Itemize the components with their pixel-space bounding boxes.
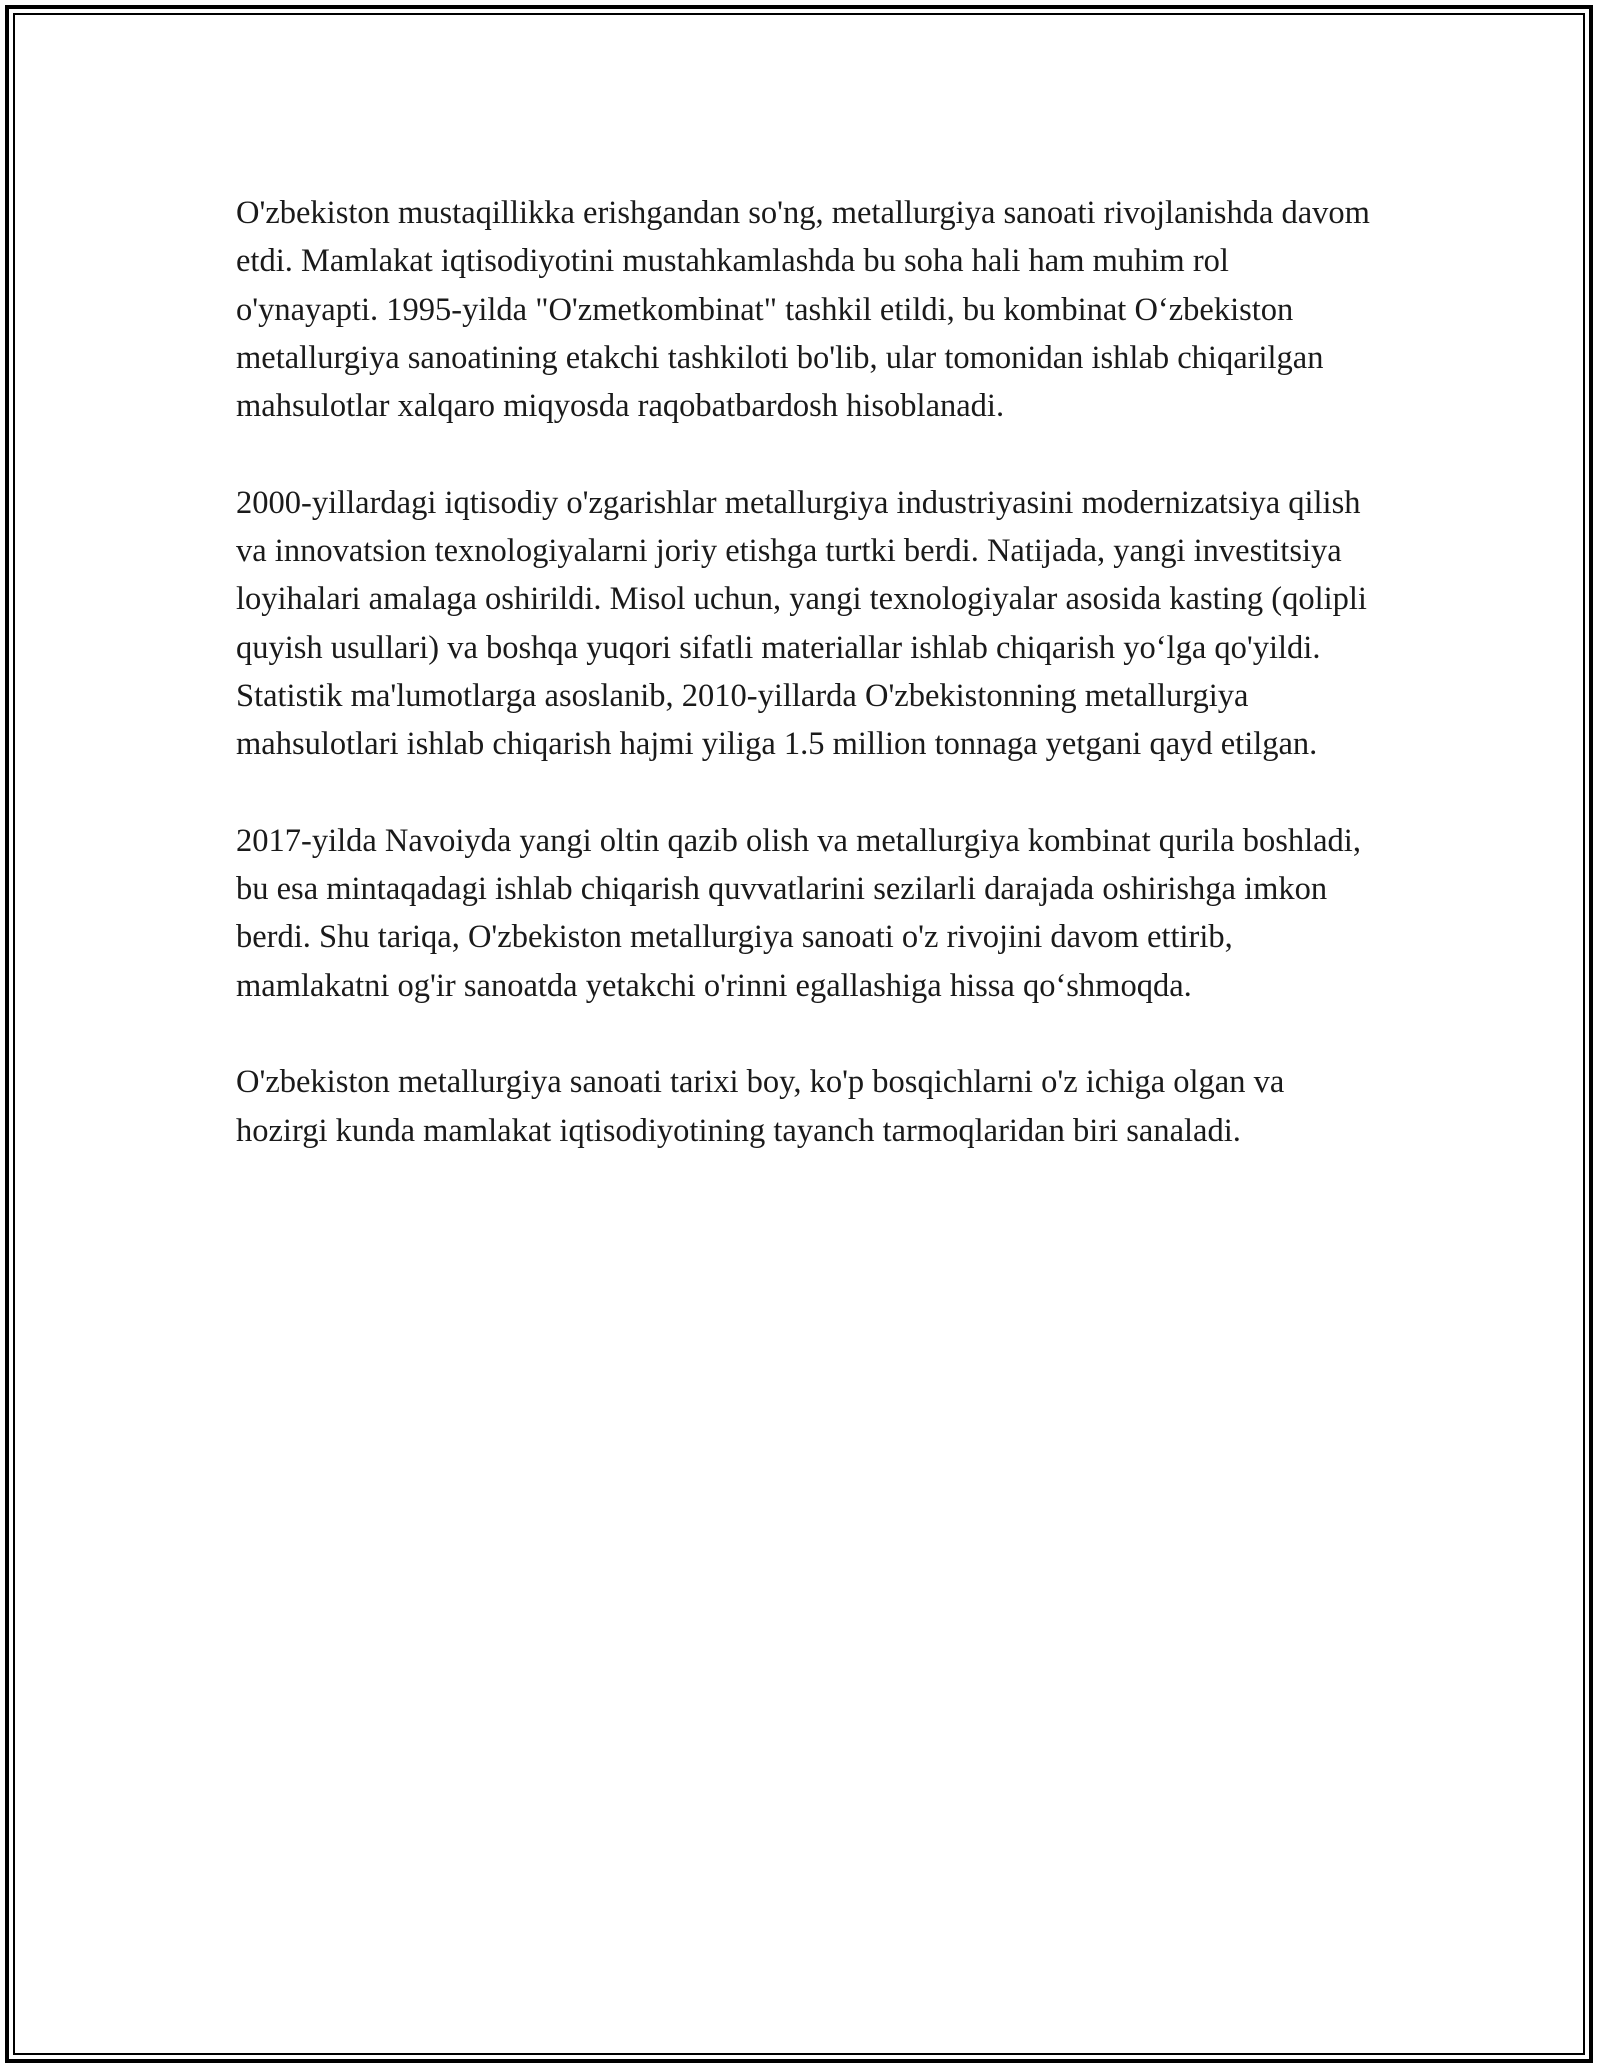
paragraph-4: O'zbekiston metallurgiya sanoati tarixi boy, ko'p bosqichlarni o'z ichiga olgan va hozirgi kunda mamlakat iqtisodiyotining tayanch tarmoqlaridan biri sanaladi. [236, 1064, 1285, 1149]
paragraph-1: O'zbekiston mustaqillikka erishgandan so'ng, metallurgiya sanoati rivojlanishda davom etdi. Mamlakat iqtisodiyotini mustahkamlashda bu soha hali ham muhim rol o'ynayapti. 1995-yilda "O'zmetkombinat" tashkil etildi, bu kombinat O‘zbekiston metallurgiya sanoatining etakchi tashkiloti bo'lib, ular tomonidan ishlab chiqarilgan mahsulotlar xalqaro miqyosda raqobatbardosh hisoblanadi. [236, 195, 1370, 425]
paragraph-3: 2017-yilda Navoiyda yangi oltin qazib olish va metallurgiya kombinat qurila boshladi, bu esa mintaqadagi ishlab chiqarish quvvatlarini sezilarli darajada oshirishga imkon berdi. Shu tariqa, O'zbekiston metallurgiya sanoati o'z rivojini davom ettirib, mamlakatni og'ir sanoatda yetakchi o'rinni egallashiga hissa qo‘shmoqda. [236, 822, 1361, 1004]
document-body [236, 189, 1376, 1203]
paragraph-2: 2000-yillardagi iqtisodiy o'zgarishlar metallurgiya industriyasini modernizatsiya qilish va innovatsion texnologiyalarni joriy etishga turtki berdi. Natijada, yangi investitsiya loyihalari amalaga oshirildi. Misol uchun, yangi texnologiyalar asosida kasting (qolipli quyish usullari) va boshqa yuqori sifatli materiallar ishlab chiqarish yo‘lga qo'yildi. Statistik ma'lumotlarga asoslanib, 2010-yillarda O'zbekistonning metallurgiya mahsulotlari ishlab chiqarish hajmi yiliga 1.5 million tonnaga yetgani qayd etilgan. [236, 484, 1367, 763]
